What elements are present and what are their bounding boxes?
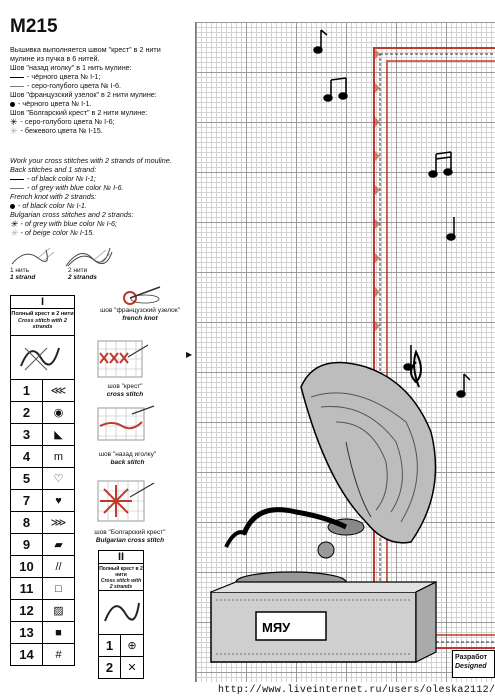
grey-line-icon xyxy=(10,86,24,87)
ru-line-3: - чёрного цвета № I-1; xyxy=(10,72,100,81)
table1-row-symbol: # xyxy=(42,643,75,666)
bulgarian-stitch-caption: шов "Болгарский крест" Bulgarian cross stitch xyxy=(94,529,166,544)
table1-row-number: 11 xyxy=(10,577,43,600)
back-stitch-diagram xyxy=(92,402,157,447)
table2-row-number: 2 xyxy=(98,656,121,679)
back-stitch-caption: шов "назад иголку" back stitch xyxy=(98,451,157,466)
en-line-3: - of grey with blue color № I-6. xyxy=(10,183,123,192)
black-line-icon xyxy=(10,77,24,78)
table1-row-number: 1 xyxy=(10,379,43,402)
table1-row-number: 13 xyxy=(10,621,43,644)
table2-row-number: 1 xyxy=(98,634,121,657)
table2-row-symbol: ⊕ xyxy=(120,634,144,657)
en-line-1: Back stitches and 1 strand: xyxy=(10,165,97,174)
table1-row-number: 3 xyxy=(10,423,43,446)
star-icon: ✳ xyxy=(10,218,18,229)
star-icon: ✳ xyxy=(10,227,18,238)
table1-subheader: Полный крест в 2 нити Cross stitch with 2 strands xyxy=(10,308,75,336)
table1-row-symbol: // xyxy=(42,555,75,578)
ru-line-5: Шов "французский узелок" в 2 нити мулине: xyxy=(10,90,157,99)
table1-row-number: 8 xyxy=(10,511,43,534)
ru-line-8: ✳ - серо-голубого цвета № I-6; xyxy=(10,116,115,127)
dot-icon xyxy=(10,102,15,107)
strand-two-label: 2 нити xyxy=(68,267,88,274)
ru-line-2: Шов "назад иголку" в 1 нить мулине: xyxy=(10,63,132,72)
table1-row-symbol: ■ xyxy=(42,621,75,644)
pattern-title: M215 xyxy=(10,16,58,37)
strand-two-en: 2 strands xyxy=(68,274,97,281)
table2-header: II xyxy=(98,550,144,564)
table1-row-number: 14 xyxy=(10,643,43,666)
table1-row-number: 9 xyxy=(10,533,43,556)
table1-row-symbol: ▰ xyxy=(42,533,75,556)
table1-swatch xyxy=(10,335,75,380)
table1-row-symbol: m xyxy=(42,445,75,468)
table2-row-symbol: ✕ xyxy=(120,656,144,679)
table1-row-number: 2 xyxy=(10,401,43,424)
gramophone-pattern xyxy=(196,22,495,682)
strand-one-en: 1 strand xyxy=(10,274,36,281)
strand-one-label: 1 нить xyxy=(10,267,30,274)
cross-stitch-diagram xyxy=(92,335,152,385)
en-line-0: Work your cross stitches with 2 strands of mouline. xyxy=(10,156,172,165)
designer-box: Разработ Designed xyxy=(452,650,495,678)
table1-row-symbol: ♥ xyxy=(42,489,75,512)
ru-line-1: мулине из пучка в 6 нитей. xyxy=(10,54,100,63)
en-line-8: ✳ - of beige color № I-15. xyxy=(10,227,95,238)
table1-row-symbol: □ xyxy=(42,577,75,600)
table1-row-symbol: ◣ xyxy=(42,423,75,446)
french-knot-caption: шов "французский узелок" french knot xyxy=(100,307,180,322)
table1-row-symbol: ♡ xyxy=(42,467,75,490)
table1-row-symbol: ▨ xyxy=(42,599,75,622)
table1-row-number: 7 xyxy=(10,489,43,512)
ru-line-6: - чёрного цвета № I-1. xyxy=(10,99,91,108)
table1-row-symbol: ⋙ xyxy=(42,511,75,534)
en-line-4: French knot with 2 strands: xyxy=(10,192,97,201)
ru-line-7: Шов "Болгарский крест" в 2 нити мулине: xyxy=(10,108,148,117)
ru-line-4: - серо-голубого цвета № I-6. xyxy=(10,81,121,90)
svg-text:МЯУ: МЯУ xyxy=(262,620,291,635)
black-line-icon xyxy=(10,179,24,180)
en-line-6: Bulgarian cross stitches and 2 strands: xyxy=(10,210,134,219)
grey-line-icon xyxy=(10,188,24,189)
ru-line-9: ✳ - бежевого цвета № I-15. xyxy=(10,125,103,136)
source-url: http://www.liveinternet.ru/users/oleska2112/ xyxy=(218,685,495,696)
ru-line-0: Вышивка выполняется швом "крест" в 2 нити xyxy=(10,45,161,54)
table1-row-number: 10 xyxy=(10,555,43,578)
table1-row-number: 12 xyxy=(10,599,43,622)
en-line-2: - of black color № I-1; xyxy=(10,174,96,183)
dot-icon xyxy=(10,204,15,209)
table2-swatch xyxy=(98,590,144,635)
table1-row-number: 5 xyxy=(10,467,43,490)
bulgarian-stitch-diagram xyxy=(92,475,157,530)
table1-row-number: 4 xyxy=(10,445,43,468)
table1-row-symbol: ◉ xyxy=(42,401,75,424)
table1-row-symbol: ⋘ xyxy=(42,379,75,402)
en-line-7: ✳ - of grey with blue color № I-6; xyxy=(10,218,118,229)
cross-stitch-caption: шов "крест" cross stitch xyxy=(106,383,144,398)
grid-center-arrow-icon: ▶ xyxy=(186,350,193,359)
table2-subheader: Полный крест в 2 нити Cross stitch with 2 strands xyxy=(98,563,144,591)
table1-header: I xyxy=(10,295,75,309)
star-icon: ✳ xyxy=(10,125,18,136)
star-icon: ✳ xyxy=(10,116,18,127)
pattern-grid xyxy=(195,22,495,682)
en-line-5: - of black color № I-1. xyxy=(10,201,87,210)
